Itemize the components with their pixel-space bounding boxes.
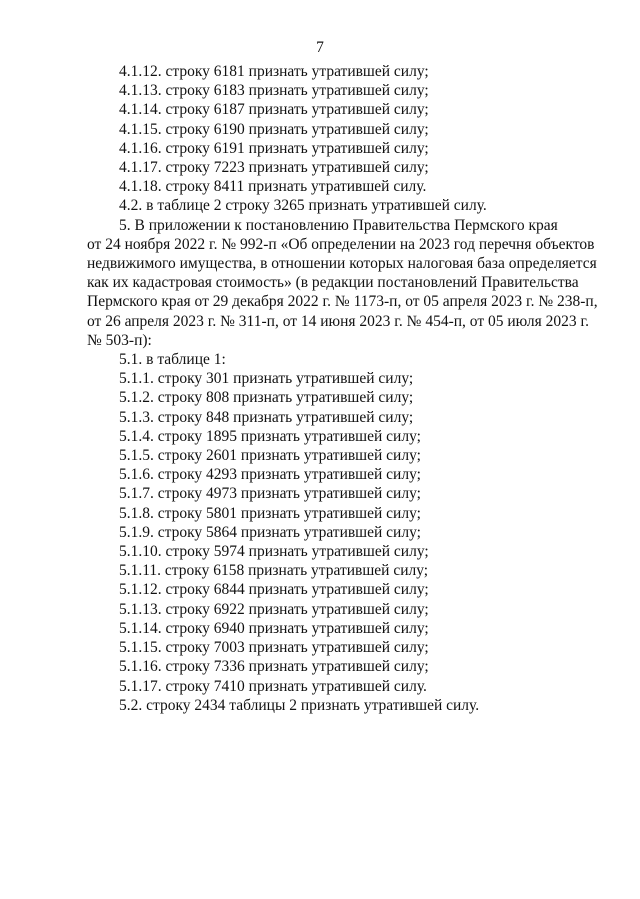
list-item: 4.1.12. строку 6181 признать утратившей силу; bbox=[119, 63, 429, 80]
paragraph-line: от 26 апреля 2023 г. № 311-п, от 14 июня 2023 г. № 454-п, от 05 июля 2023 г. bbox=[87, 312, 589, 330]
list-item: 4.1.13. строку 6183 признать утратившей силу; bbox=[119, 82, 429, 100]
paragraph-line: № 503-п): bbox=[87, 331, 152, 349]
paragraph-line: недвижимого имущества, в отношении которых налоговая база определяется bbox=[87, 255, 597, 273]
list-item: 5.1.7. строку 4973 признать утратившей силу; bbox=[119, 485, 421, 503]
list-item: 4.1.17. строку 7223 признать утратившей силу; bbox=[119, 159, 429, 177]
paragraph-line: от 24 ноября 2022 г. № 992-п «Об определении на 2023 год перечня объектов bbox=[87, 235, 595, 253]
list-item: 5.2. строку 2434 таблицы 2 признать утратившей силу. bbox=[119, 696, 480, 714]
list-item: 5.1.9. строку 5864 признать утратившей силу; bbox=[119, 523, 421, 541]
list-item: 4.2. в таблице 2 строку 3265 признать утратившей силу. bbox=[119, 197, 487, 215]
list-item: 5.1.8. строку 5801 признать утратившей силу; bbox=[119, 504, 421, 522]
list-item: 5.1.4. строку 1895 признать утратившей силу; bbox=[119, 427, 421, 445]
list-item: 5.1.12. строку 6844 признать утратившей силу; bbox=[119, 581, 429, 599]
document-body bbox=[87, 62, 598, 715]
list-item: 5.1.2. строку 808 признать утратившей силу; bbox=[119, 389, 414, 407]
list-item: 5.1.5. строку 2601 признать утратившей силу; bbox=[119, 447, 421, 465]
list-item: 4.1.15. строку 6190 признать утратившей силу; bbox=[119, 120, 429, 138]
list-item: 5.1.10. строку 5974 признать утратившей силу; bbox=[119, 543, 429, 561]
paragraph-line: как их кадастровая стоимость» (в редакции постановлений Правительства bbox=[87, 274, 579, 292]
list-item: 5.1.13. строку 6922 признать утратившей силу; bbox=[119, 600, 429, 618]
paragraph-5 bbox=[87, 216, 598, 350]
list-item: 5.1.1. строку 301 признать утратившей силу; bbox=[119, 370, 414, 388]
list-item: 5.1.6. строку 4293 признать утратившей силу; bbox=[119, 466, 421, 484]
paragraph-line: 5. В приложении к постановлению Правительства Пермского края bbox=[119, 216, 558, 234]
page-number: 7 bbox=[316, 39, 324, 56]
list-item: 4.1.16. строку 6191 признать утратившей силу; bbox=[119, 139, 429, 157]
paragraph-line: Пермского края от 29 декабря 2022 г. № 1173-п, от 05 апреля 2023 г. № 238-п, bbox=[87, 293, 598, 311]
list-item: 5.1.17. строку 7410 признать утратившей силу. bbox=[119, 677, 427, 695]
list-item: 4.1.18. строку 8411 признать утратившей силу. bbox=[119, 178, 427, 196]
list-item: 5.1.16. строку 7336 признать утратившей силу; bbox=[119, 658, 429, 676]
list-item: 5.1.11. строку 6158 признать утратившей силу; bbox=[119, 562, 429, 580]
list-item: 5.1.3. строку 848 признать утратившей силу; bbox=[119, 408, 414, 426]
list-item: 5.1. в таблице 1: bbox=[119, 351, 226, 369]
list-item: 4.1.14. строку 6187 признать утратившей силу; bbox=[119, 101, 429, 119]
list-item: 5.1.14. строку 6940 признать утратившей силу; bbox=[119, 619, 429, 637]
list-item: 5.1.15. строку 7003 признать утратившей силу; bbox=[119, 639, 429, 657]
